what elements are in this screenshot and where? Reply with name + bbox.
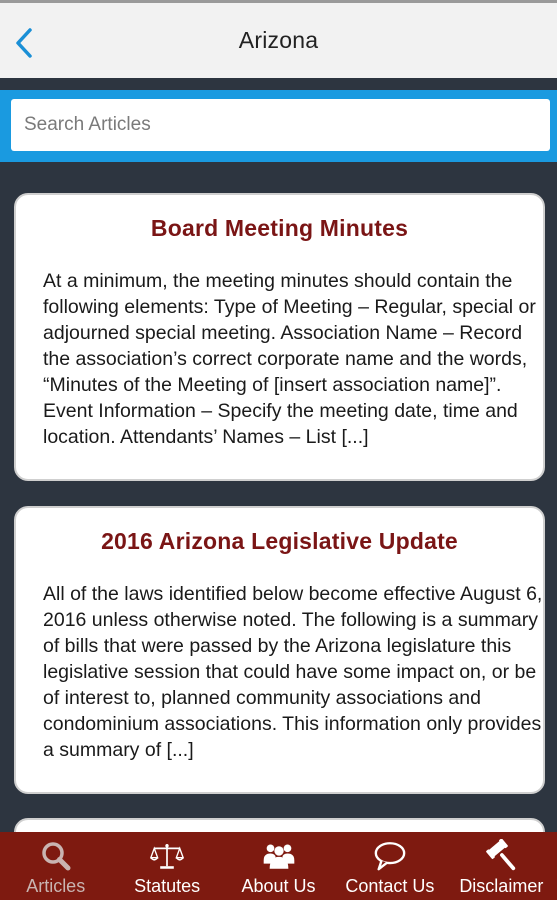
bottom-nav (0, 832, 557, 900)
article-title: Board Meeting Minutes (150, 215, 409, 241)
article-card[interactable] (14, 506, 545, 794)
article-excerpt: All of the laws identified below become effective August 6, 2016 unless otherwise noted. The following is a summary of bills that were passed by the Arizona legislature this legislative session that could have some impact on, or be of interest to, planned community associations and condominium associations. This information only provides a summary of [...] (43, 583, 543, 761)
page-title: Arizona (238, 27, 319, 53)
people-icon (262, 838, 296, 874)
chevron-left-icon (13, 27, 35, 59)
nav-statutes[interactable] (111, 832, 222, 900)
article-title: 2016 Arizona Legislative Update (101, 528, 458, 554)
nav-label: About Us (241, 876, 316, 896)
app-header (0, 0, 557, 78)
nav-articles[interactable] (0, 832, 111, 900)
nav-about-us[interactable] (223, 832, 334, 900)
back-button[interactable] (8, 23, 40, 63)
nav-label: Contact Us (345, 876, 435, 896)
search-bar (0, 90, 557, 162)
scales-icon (150, 838, 184, 874)
nav-label: Disclaimer (459, 876, 544, 896)
gavel-icon (484, 838, 518, 874)
article-card[interactable] (14, 193, 545, 481)
nav-disclaimer[interactable] (446, 832, 557, 900)
speech-bubble-icon (373, 838, 407, 874)
nav-label: Statutes (134, 876, 201, 896)
nav-contact-us[interactable] (334, 832, 445, 900)
article-excerpt: At a minimum, the meeting minutes should contain the following elements: Type of Meeting – Regular, special or adjourned special meeting. Association Name – Record the association’s correct corporate name and the words, “Minutes of the Meeting of [insert association name]”. Event Information – Specify the meeting date, time and location. Attendants’ Names – List [...] (43, 270, 536, 448)
search-input[interactable] (11, 99, 550, 151)
nav-label: Articles (26, 876, 86, 896)
search-icon (39, 838, 73, 874)
